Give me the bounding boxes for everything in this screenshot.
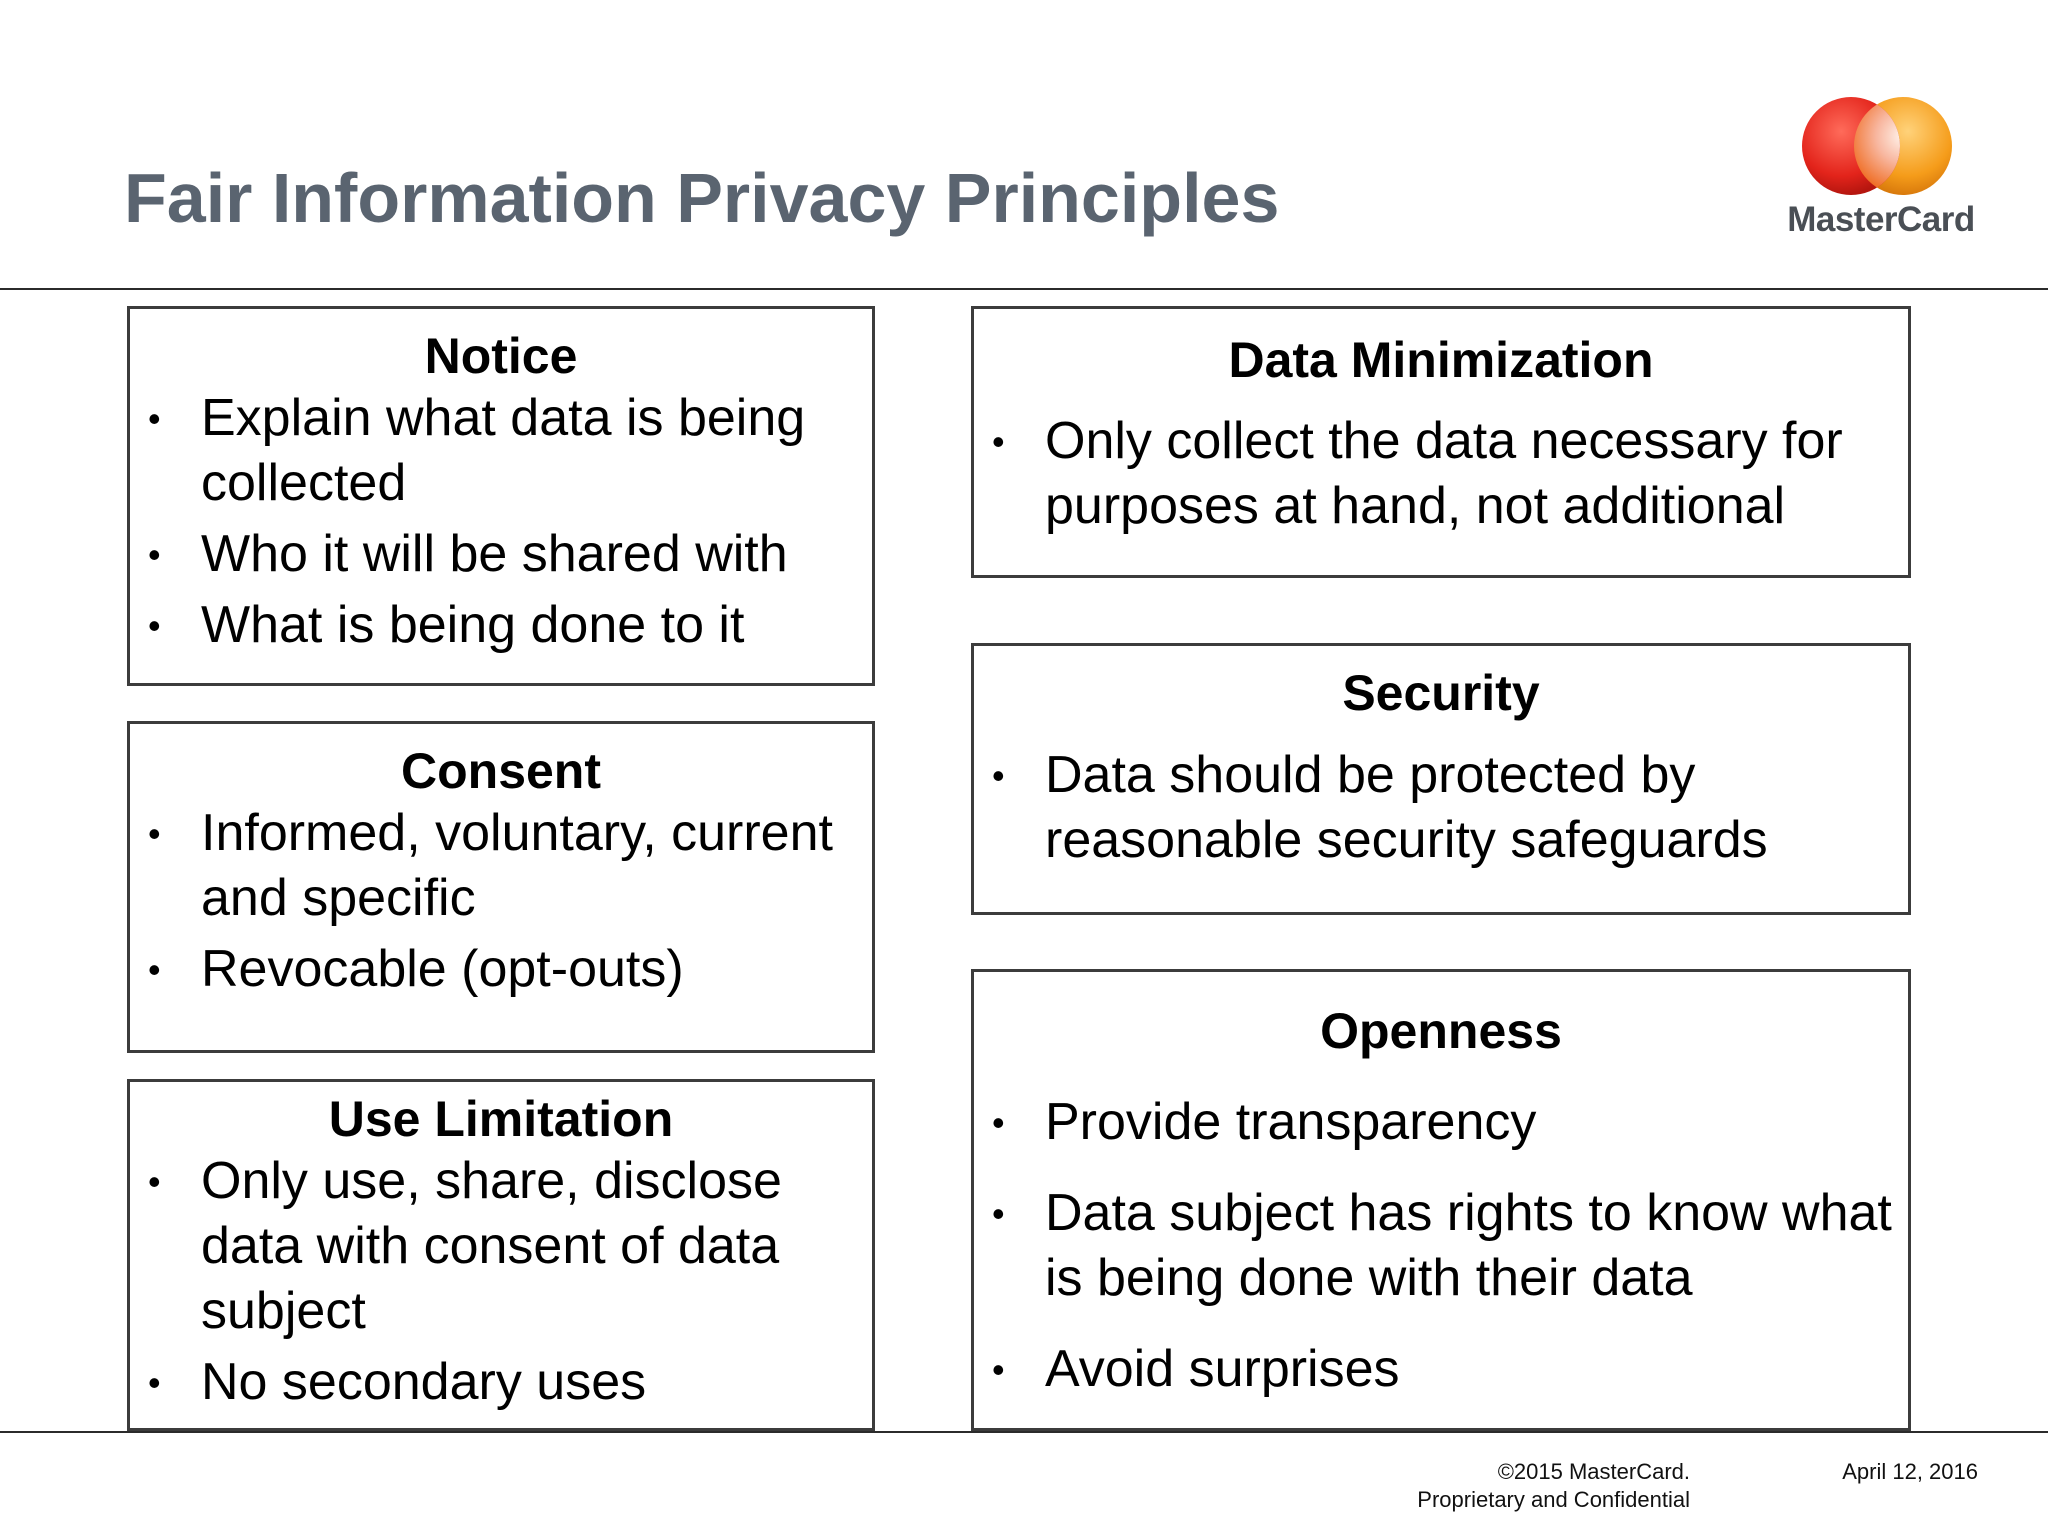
notice-box	[127, 306, 875, 686]
mastercard-logo	[1775, 96, 1981, 246]
slide-title: Fair Information Privacy Principles	[124, 159, 1280, 237]
bullet-icon: •	[148, 949, 161, 990]
list-item	[130, 801, 872, 931]
data-minimization-bullets	[974, 409, 1908, 539]
bullet-icon: •	[148, 1161, 161, 1202]
footer-copyright: ©2015 MasterCard.	[1497, 1459, 1690, 1484]
footer-copyright-block	[1350, 1458, 1690, 1514]
openness-bullets	[974, 1090, 1908, 1428]
mastercard-wordmark: MasterCard	[1787, 200, 1975, 239]
list-item	[974, 1181, 1908, 1311]
bullet-text: Provide transparency	[1045, 1093, 1537, 1151]
bullet-icon: •	[992, 1349, 1005, 1390]
bullet-text: Only collect the data necessary for purposes at hand, not additional	[1045, 412, 1843, 535]
openness-title: Openness	[1320, 1003, 1562, 1059]
security-box	[971, 643, 1911, 915]
list-item	[130, 1149, 872, 1344]
consent-bullets	[130, 801, 872, 1008]
list-item	[974, 1337, 1908, 1402]
footer-divider	[0, 1431, 2048, 1433]
bullet-icon: •	[992, 755, 1005, 796]
bullet-text: Who it will be shared with	[201, 525, 788, 583]
openness-box	[971, 969, 1911, 1431]
footer-date: April 12, 2016	[1842, 1459, 1978, 1484]
bullet-text: Revocable (opt-outs)	[201, 940, 684, 998]
bullet-icon: •	[992, 1102, 1005, 1143]
bullet-icon: •	[148, 534, 161, 575]
footer-confidential: Proprietary and Confidential	[1417, 1487, 1690, 1512]
data-minimization-box	[971, 306, 1911, 578]
header-divider	[0, 288, 2048, 290]
bullet-text: Informed, voluntary, current and specific	[201, 804, 833, 927]
list-item	[130, 386, 872, 516]
bullet-text: What is being done to it	[201, 596, 745, 654]
bullet-icon: •	[148, 398, 161, 439]
use-limitation-title: Use Limitation	[328, 1091, 674, 1147]
bullet-text: Data subject has rights to know what is being done with their data	[1045, 1184, 1892, 1307]
data-minimization-title: Data Minimization	[1228, 332, 1654, 388]
bullet-icon: •	[148, 813, 161, 854]
security-bullets	[974, 743, 1908, 873]
bullet-text: Only use, share, disclose data with consent of data subject	[201, 1152, 782, 1340]
list-item	[974, 743, 1908, 873]
use-limitation-box	[127, 1079, 875, 1431]
security-title: Security	[1342, 665, 1540, 721]
consent-box	[127, 721, 875, 1053]
list-item	[974, 1090, 1908, 1155]
list-item	[130, 593, 872, 658]
notice-title: Notice	[424, 328, 578, 384]
bullet-icon: •	[992, 421, 1005, 462]
list-item	[130, 1350, 872, 1415]
bullet-text: Data should be protected by reasonable security safeguards	[1045, 746, 1768, 869]
notice-bullets	[130, 386, 872, 664]
bullet-icon: •	[992, 1193, 1005, 1234]
bullet-text: Avoid surprises	[1045, 1340, 1400, 1398]
list-item	[130, 937, 872, 1002]
use-limitation-bullets	[130, 1149, 872, 1421]
mastercard-circles-icon	[1799, 96, 1955, 196]
bullet-icon: •	[148, 1362, 161, 1403]
bullet-text: No secondary uses	[201, 1353, 647, 1411]
bullet-text: Explain what data is being collected	[201, 389, 806, 512]
list-item	[974, 409, 1908, 539]
list-item	[130, 522, 872, 587]
consent-title: Consent	[401, 743, 601, 799]
bullet-icon: •	[148, 605, 161, 646]
